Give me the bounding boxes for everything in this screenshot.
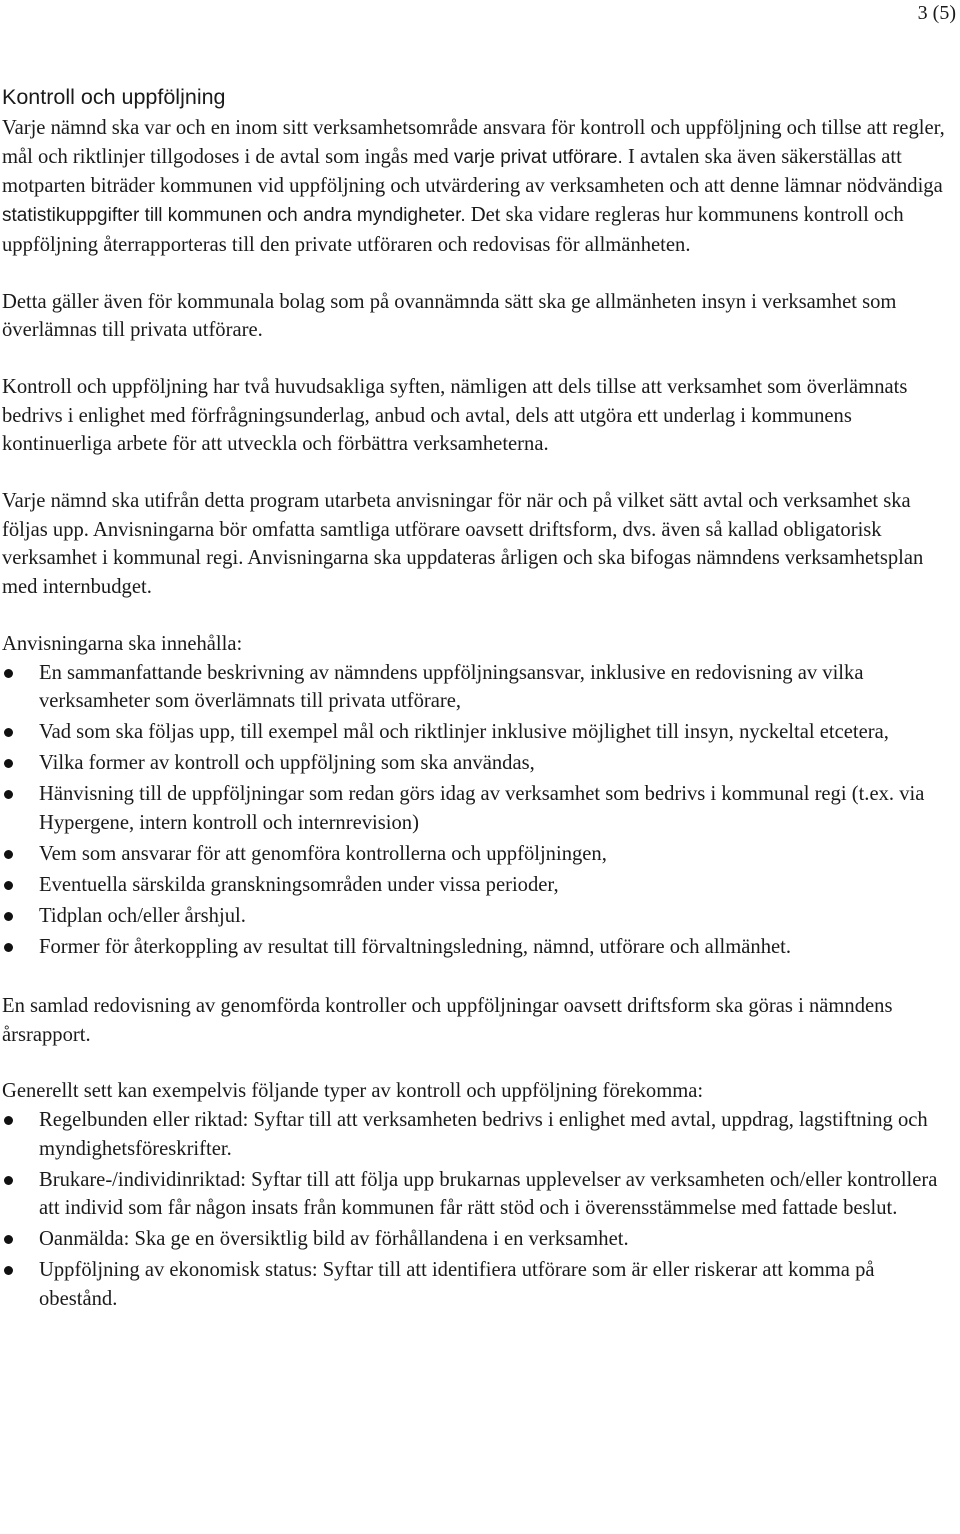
text-run: I avtalen ska även säkerställas att motparten biträder kommunen vid uppföljning och utvärdering av verksamheten och att denne lämnar nödvändiga (2, 145, 943, 198)
list-item (2, 749, 952, 778)
bullet-icon (4, 881, 13, 890)
list-item (2, 902, 952, 931)
list-item (2, 780, 952, 837)
list-item (2, 659, 952, 716)
list-item-text: Tidplan och/eller årshjul. (39, 904, 246, 927)
list-item-text: Vilka former av kontroll och uppföljning som ska användas, (39, 752, 535, 775)
list-item-text: Hänvisning till de uppföljningar som redan görs idag av verksamhet som bedrivs i kommunal regi (t.ex. via Hypergene, intern kontroll och internrevision) (39, 783, 925, 834)
text-run: statistikuppgifter till kommunen och andra myndigheter. (2, 205, 466, 227)
bullet-list-typer (2, 1106, 952, 1314)
bullet-list-anvisningar (2, 659, 952, 962)
list-item-text: Oanmälda: Ska ge en översiktlig bild av förhållandena i en verksamhet. (39, 1228, 629, 1251)
page-number: 3 (5) (917, 2, 956, 24)
paragraph-bolag: Detta gäller även för kommunala bolag som på ovannämnda sätt ska ge allmänheten insyn i verksamhet som överlämnas till privata utförare. (2, 290, 897, 342)
list-item (2, 718, 952, 747)
bullet-icon (4, 728, 13, 737)
list-item-text: Vad som ska följas upp, till exempel mål och riktlinjer inklusive möjlighet till insyn, nyckeltal etcetera, (39, 721, 889, 744)
list-item-text: En sammanfattande beskrivning av nämndens uppföljningsansvar, inklusive en redovisning av vilka verksamheter som överlämnats till privata utförare, (39, 661, 864, 713)
paragraph-syften: Kontroll och uppföljning har två huvudsakliga syften, nämligen att dels tillse att verksamhet som överlämnats bedrivs i enlighet med förfrågningsunderlag, anbud och avtal, dels att utgöra ett underlag i kommunens kontinuerliga arbete för att utveckla och förbättra verksamheterna. (2, 375, 908, 456)
list-intro-anvisningar: Anvisningarna ska innehålla: (2, 632, 243, 655)
list-item-text: Regelbunden eller riktad: Syftar till att verksamheten bedrivs i enlighet med avtal, uppdrag, lagstiftning och myndighetsföreskrifter. (39, 1109, 928, 1160)
bullet-icon (4, 1176, 13, 1185)
text-run: Det ska vidare regleras hur kommunens kontroll och uppföljning återrapporteras till den private utföraren och redovisas för allmänheten. (2, 204, 904, 256)
list-item (2, 1166, 952, 1223)
bullet-icon (4, 1266, 13, 1275)
list-intro-typer: Generellt sett kan exempelvis följande typer av kontroll och uppföljning förekomma: (2, 1080, 704, 1103)
text-run: Varje nämnd ska var och en inom sitt verksamhetsområde ansvara för kontroll och uppföljning och tillse att regler, mål och riktlinjer tillgodoses i de avtal som ingås med (2, 117, 945, 168)
list-item (2, 840, 952, 869)
paragraph-redovisning: En samlad redovisning av genomförda kontroller och uppföljningar oavsett driftsform ska göras i nämndens årsrapport. (2, 994, 893, 1046)
bullet-icon (4, 850, 13, 859)
bullet-icon (4, 943, 13, 952)
bullet-icon (4, 912, 13, 921)
bullet-icon (4, 759, 13, 768)
bullet-icon (4, 790, 13, 799)
section-heading: Kontroll och uppföljning (2, 85, 226, 109)
list-item-text: Eventuella särskilda granskningsområden under vissa perioder, (39, 873, 559, 896)
paragraph-anvisningar: Varje nämnd ska utifrån detta program utarbeta anvisningar för när och på vilket sätt avtal och verksamhet ska följas upp. Anvisningarna bör omfatta samtliga utförare oavsett driftsform, dvs. även så kallad obligatorisk verksamhet i kommunal regi. Anvisningarna ska uppdateras årligen och ska bifogas nämndens verksamhetsplan med internbudget. (2, 490, 924, 599)
list-item (2, 1106, 952, 1163)
text-run: varje privat utförare. (453, 146, 623, 168)
bullet-icon (4, 669, 13, 678)
bullet-icon (4, 1116, 13, 1125)
list-item (2, 933, 952, 962)
list-item (2, 871, 952, 900)
list-item-text: Brukare-/individinriktad: Syftar till att följa upp brukarnas upplevelser av verksamheten och/eller kontrollera att individ som får någon insats från kommunen får rätt stöd och i överensstämmelse med fattade beslut. (39, 1168, 938, 1220)
list-item-text: Vem som ansvarar för att genomföra kontrollerna och uppföljningen, (39, 842, 607, 865)
bullet-icon (4, 1235, 13, 1244)
list-item-text: Uppföljning av ekonomisk status: Syftar till att identifiera utförare som är eller riskerar att komma på obestånd. (39, 1259, 875, 1311)
list-item (2, 1225, 952, 1254)
list-item (2, 1256, 952, 1313)
paragraph-intro (2, 114, 952, 260)
document-body (2, 80, 952, 1316)
list-item-text: Former för återkoppling av resultat till förvaltningsledning, nämnd, utförare och allmänhet. (39, 935, 792, 958)
